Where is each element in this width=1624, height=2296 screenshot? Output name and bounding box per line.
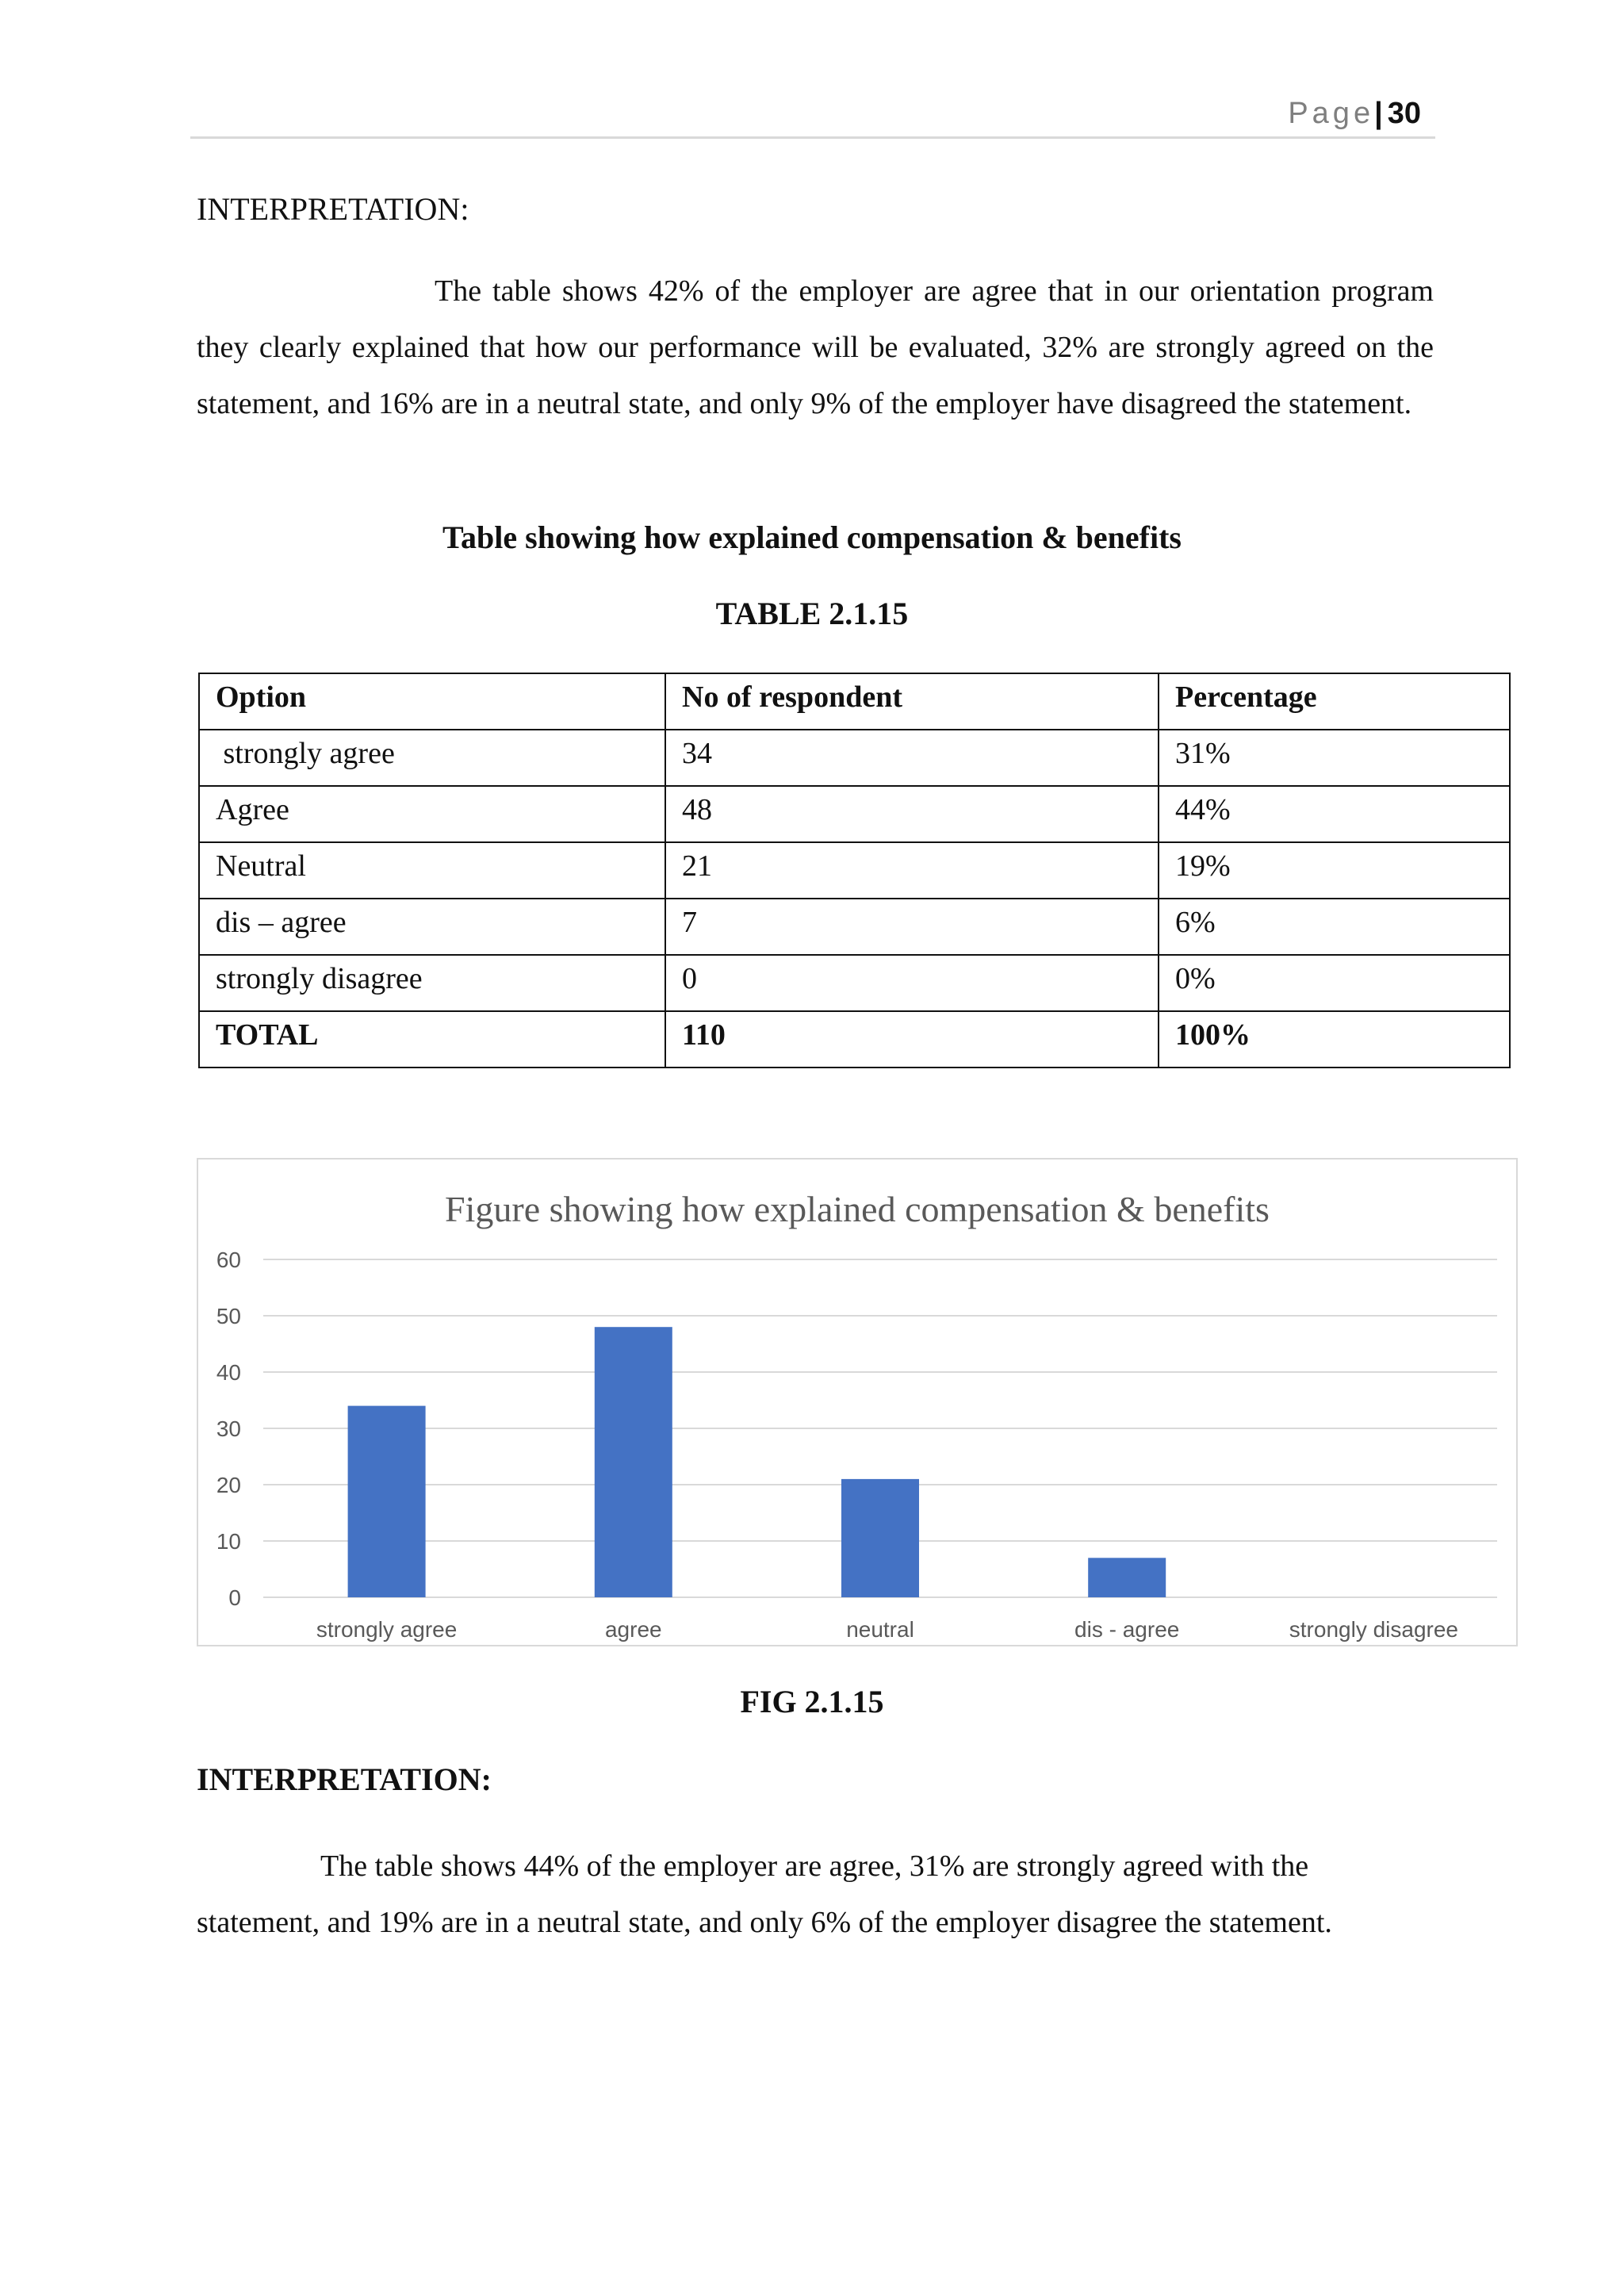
total-option: TOTAL [199, 1011, 665, 1068]
cell-count: 0 [665, 955, 1159, 1011]
bar-chart [197, 1158, 1518, 1646]
table-total-row [199, 1011, 1510, 1068]
page-header [190, 95, 1435, 139]
y-tick-label: 40 [216, 1360, 241, 1385]
bar [841, 1479, 919, 1597]
cell-percent: 31% [1159, 730, 1510, 786]
total-percent: 100% [1159, 1011, 1510, 1068]
chart-plot [198, 1159, 1516, 1645]
x-tick-label: strongly disagree [1289, 1617, 1459, 1642]
cell-count: 21 [665, 842, 1159, 899]
x-tick-label: dis - agree [1074, 1617, 1180, 1642]
y-tick-label: 10 [216, 1529, 241, 1554]
cell-percent: 44% [1159, 786, 1510, 842]
cell-option: Neutral [199, 842, 665, 899]
cell-count: 7 [665, 899, 1159, 955]
x-tick-label: neutral [846, 1617, 914, 1642]
bar [595, 1327, 672, 1597]
x-tick-label: strongly agree [316, 1617, 458, 1642]
interpretation-paragraph-2: The table shows 44% of the employer are agree, 31% are strongly agreed with the statement, and 19% are in a neutral state, and only 6% of the employer disagree the statement. [197, 1849, 1332, 1939]
cell-option: strongly disagree [199, 955, 665, 1011]
cell-count: 34 [665, 730, 1159, 786]
header-count: No of respondent [665, 673, 1159, 730]
responses-table [198, 673, 1511, 1068]
table-row [199, 730, 1510, 786]
table-row [199, 842, 1510, 899]
table-row [199, 955, 1510, 1011]
table-header-row [199, 673, 1510, 730]
table-number: TABLE 2.1.15 [715, 596, 909, 631]
header-option: Option [199, 673, 665, 730]
cell-option: Agree [199, 786, 665, 842]
y-tick-label: 60 [216, 1248, 241, 1272]
page-number: 30 [1387, 97, 1421, 130]
page-separator: | [1374, 97, 1383, 130]
chart-title: Figure showing how explained compensation & benefits [445, 1189, 1270, 1229]
y-tick-label: 20 [216, 1473, 241, 1497]
x-tick-label: agree [604, 1617, 662, 1642]
table-row [199, 786, 1510, 842]
interpretation-heading-2: INTERPRETATION: [197, 1761, 492, 1797]
table-caption: Table showing how explained compensation & benefits [442, 519, 1182, 555]
y-tick-label: 30 [216, 1416, 241, 1441]
page-number-label [1288, 97, 1421, 131]
figure-number: FIG 2.1.15 [740, 1684, 884, 1719]
cell-option: strongly agree [199, 730, 665, 786]
bar [1088, 1558, 1166, 1597]
table-row [199, 899, 1510, 955]
interpretation-heading-1: INTERPRETATION: [197, 191, 469, 227]
cell-percent: 19% [1159, 842, 1510, 899]
cell-count: 48 [665, 786, 1159, 842]
header-percentage: Percentage [1159, 673, 1510, 730]
cell-option: dis – agree [199, 899, 665, 955]
total-count: 110 [665, 1011, 1159, 1068]
interpretation-paragraph-1: The table shows 42% of the employer are agree that in our orientation program they clearly explained that how our performance will be evaluated, 32% are strongly agreed on the statement, and 16% are in a neutral state, and only 9% of the employer have disagreed the statement. [197, 274, 1434, 420]
page-word: Page [1288, 97, 1375, 130]
cell-percent: 0% [1159, 955, 1510, 1011]
y-tick-label: 50 [216, 1304, 241, 1328]
cell-percent: 6% [1159, 899, 1510, 955]
y-tick-label: 0 [228, 1585, 241, 1610]
bar [348, 1406, 426, 1597]
